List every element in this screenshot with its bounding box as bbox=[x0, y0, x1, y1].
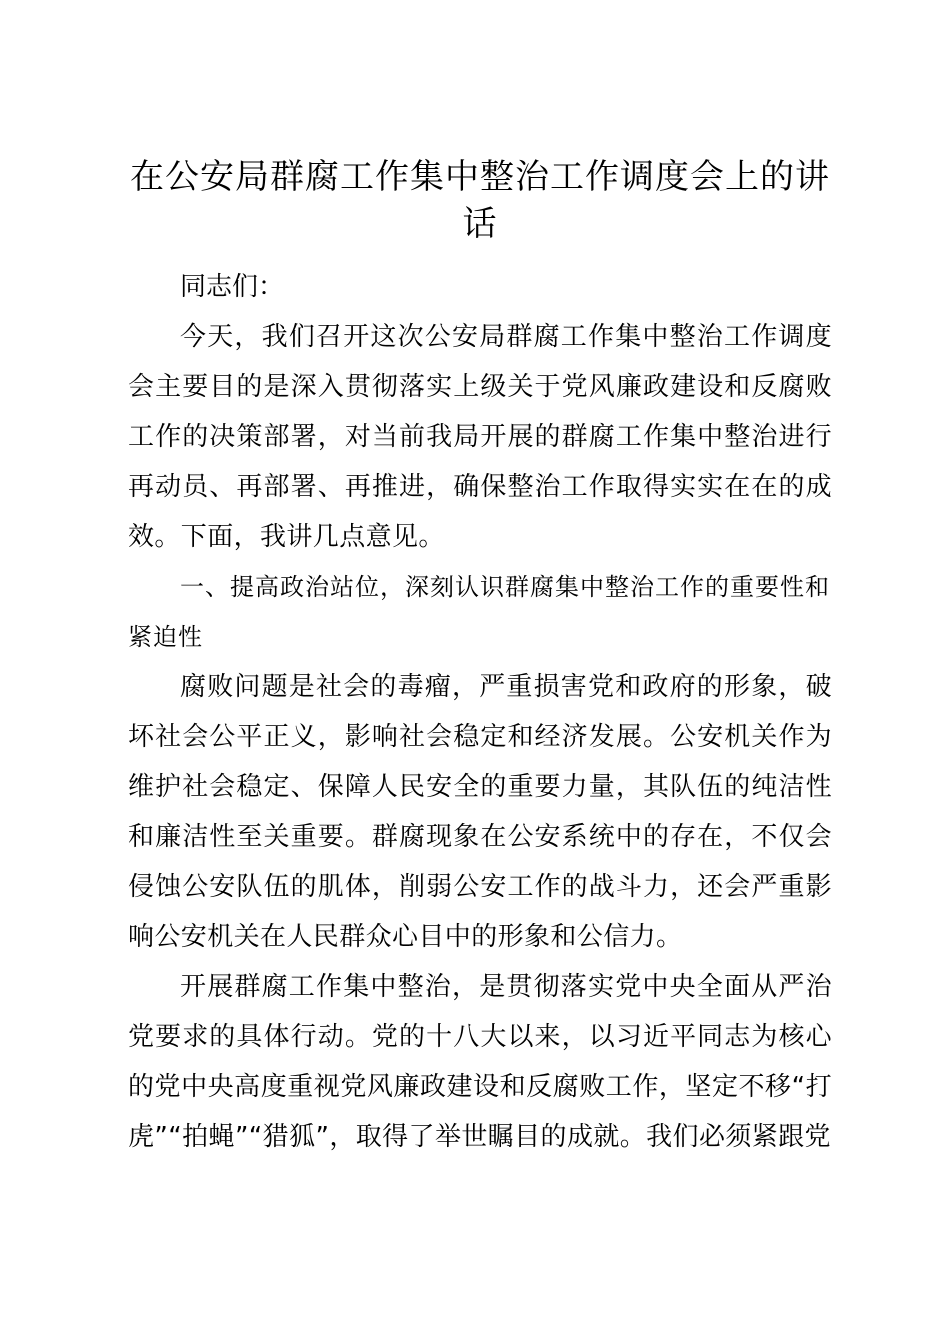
title-line-2: 话 bbox=[462, 204, 498, 244]
salutation: 同志们： bbox=[180, 272, 285, 302]
section-1-paragraph-2: 开展群腐工作集中整治，是贯彻落实党中央全面从严治党要求的具体行动。党的十八大以来，以习近平同志为核心的党中央高度重视党风廉政建设和反腐败工作，坚定不移“打虎”“拍蝇”“猎狐”，取得了举世瞩目的成就。我们必须紧跟党 bbox=[128, 972, 832, 1152]
intro-paragraph: 今天，我们召开这次公安局群腐工作集中整治工作调度会主要目的是深入贯彻落实上级关于党风廉政建设和反腐败工作的决策部署，对当前我局开展的群腐工作集中整治进行再动员、再部署、再推进，确保整治工作取得实实在在的成效。下面，我讲几点意见。 bbox=[128, 322, 832, 552]
section-1-paragraph-1: 腐败问题是社会的毒瘤，严重损害党和政府的形象，破坏社会公平正义，影响社会稳定和经济发展。公安机关作为维护社会稳定、保障人民安全的重要力量，其队伍的纯洁性和廉洁性至关重要。群腐现象在公安系统中的存在，不仅会侵蚀公安队伍的肌体，削弱公安工作的战斗力，还会严重影响公安机关在人民群众心目中的形象和公信力。 bbox=[128, 672, 832, 952]
title-line-1: 在公安局群腐工作集中整治工作调度会上的讲 bbox=[130, 157, 830, 197]
section-1-heading: 一、提高政治站位，深刻认识群腐集中整治工作的重要性和紧迫性 bbox=[128, 573, 830, 651]
document-title bbox=[128, 154, 832, 248]
